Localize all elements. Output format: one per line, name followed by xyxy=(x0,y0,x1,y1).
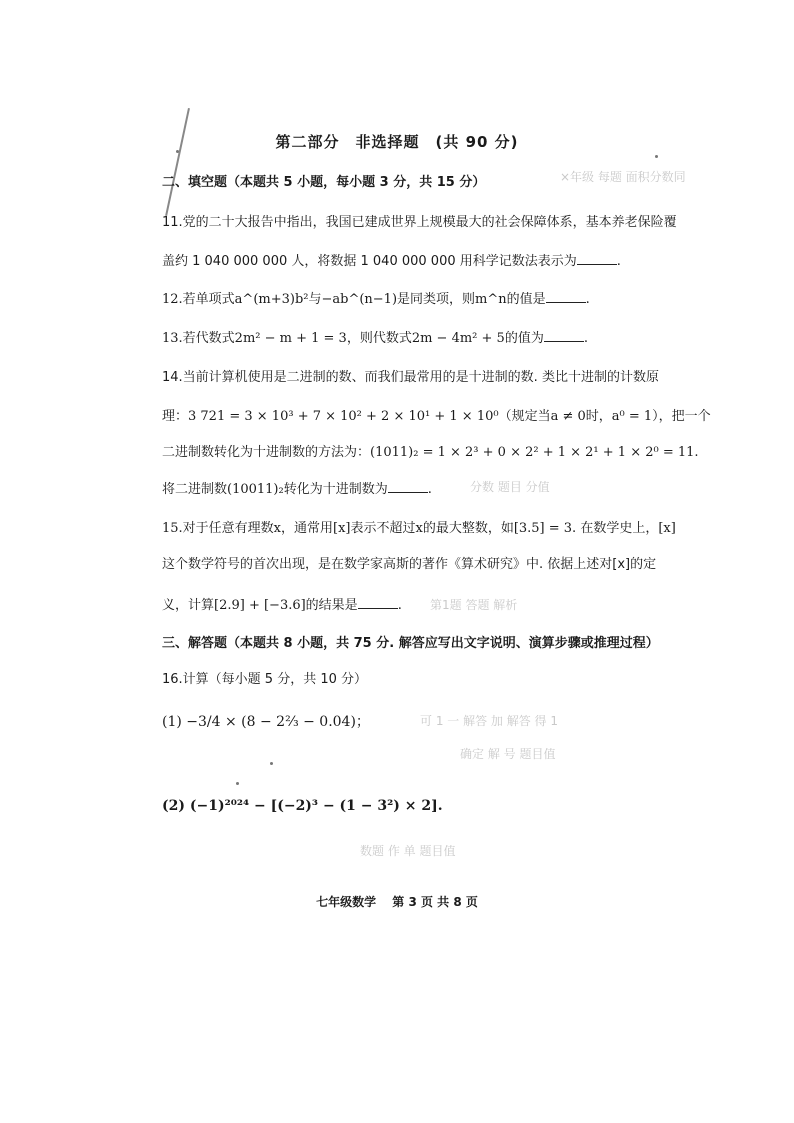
question-14-text: 将二进制数(10011)₂转化为十进制数为 xyxy=(162,482,388,497)
question-11-line-1: 11.党的二十大报告中指出，我国已建成世界上规模最大的社会保障体系，基本养老保险覆 xyxy=(162,215,677,230)
question-15-line-3 xyxy=(162,594,402,613)
answer-blank xyxy=(544,329,584,342)
question-13 xyxy=(162,327,588,346)
answer-blank xyxy=(577,252,617,265)
answer-blank xyxy=(388,480,428,493)
question-16-part-2: (2) (−1)²⁰²⁴ − [(−2)³ − (1 − 3²) × 2]. xyxy=(162,798,443,814)
bleed-through-text: 确定 解 号 题目值 xyxy=(460,747,556,761)
period: . xyxy=(397,598,402,613)
scan-artifact-dot xyxy=(236,782,239,785)
page-footer xyxy=(0,893,794,910)
period: . xyxy=(585,292,590,307)
answer-blank xyxy=(546,290,586,303)
question-12 xyxy=(162,288,590,307)
question-14-line-3: 二进制数转化为十进制数的方法为：(1011)₂ = 1 × 2³ + 0 × 2² + 1 × 2¹ + 1 × 2⁰ = 11. xyxy=(162,445,699,460)
bleed-through-text: 可 1 一 解答 加 解答 得 1 xyxy=(420,714,558,728)
scan-artifact-dot xyxy=(270,762,273,765)
question-15-line-1: 15.对于任意有理数x，通常用[x]表示不超过x的最大整数，如[3.5] = 3. 在数学史上，[x] xyxy=(162,521,676,536)
scan-artifact-line xyxy=(165,108,190,216)
answer-blank xyxy=(358,596,398,609)
period: . xyxy=(427,482,432,497)
question-14-line-2: 理：3 721 = 3 × 10³ + 7 × 10² + 2 × 10¹ + 1 × 10⁰（规定当a ≠ 0时，a⁰ = 1），把一个 xyxy=(162,409,711,424)
scan-artifact-dot xyxy=(655,155,658,158)
question-13-text: 13.若代数式2m² − m + 1 = 3，则代数式2m − 4m² + 5的值为 xyxy=(162,331,544,346)
question-16-title: 16.计算（每小题 5 分，共 10 分） xyxy=(162,672,368,687)
period: . xyxy=(616,254,621,269)
footer-page-number: 第 3 页 共 8 页 xyxy=(392,895,478,909)
question-15-line-2: 这个数学符号的首次出现，是在数学家高斯的著作《算术研究》中. 依据上述对[x]的定 xyxy=(162,557,657,572)
question-16-part-1: (1) −3/4 × (8 − 2⅔ − 0.04)； xyxy=(162,714,370,730)
period: . xyxy=(583,331,588,346)
question-15-text: 义，计算[2.9] + [−3.6]的结果是 xyxy=(162,598,358,613)
question-12-text: 12.若单项式a^(m+3)b²与−ab^(n−1)是同类项，则m^n的值是 xyxy=(162,292,546,307)
question-11-line-2 xyxy=(162,250,621,269)
section-heading-solutions: 三、解答题（本题共 8 小题，共 75 分. 解答应写出文字说明、演算步骤或推理过程） xyxy=(162,636,659,651)
footer-grade: 七年级数学 xyxy=(316,895,377,909)
section-heading-fill-in: 二、填空题（本题共 5 小题，每小题 3 分，共 15 分） xyxy=(162,175,486,190)
bleed-through-text: 第1题 答题 解析 xyxy=(430,598,518,612)
bleed-through-text: ×年级 每题 面积分数同 xyxy=(560,170,686,184)
bleed-through-text: 分数 题目 分值 xyxy=(470,480,550,494)
bleed-through-text: 数题 作 单 题目值 xyxy=(360,844,456,858)
question-14-line-4 xyxy=(162,478,432,497)
question-11-text: 盖约 1 040 000 000 人，将数据 1 040 000 000 用科学记数法表示为 xyxy=(162,254,577,269)
question-14-line-1: 14.当前计算机使用是二进制的数、而我们最常用的是十进制的数. 类比十进制的计数原 xyxy=(162,370,659,385)
page-title: 第二部分 非选择题 (共 90 分) xyxy=(275,133,519,151)
